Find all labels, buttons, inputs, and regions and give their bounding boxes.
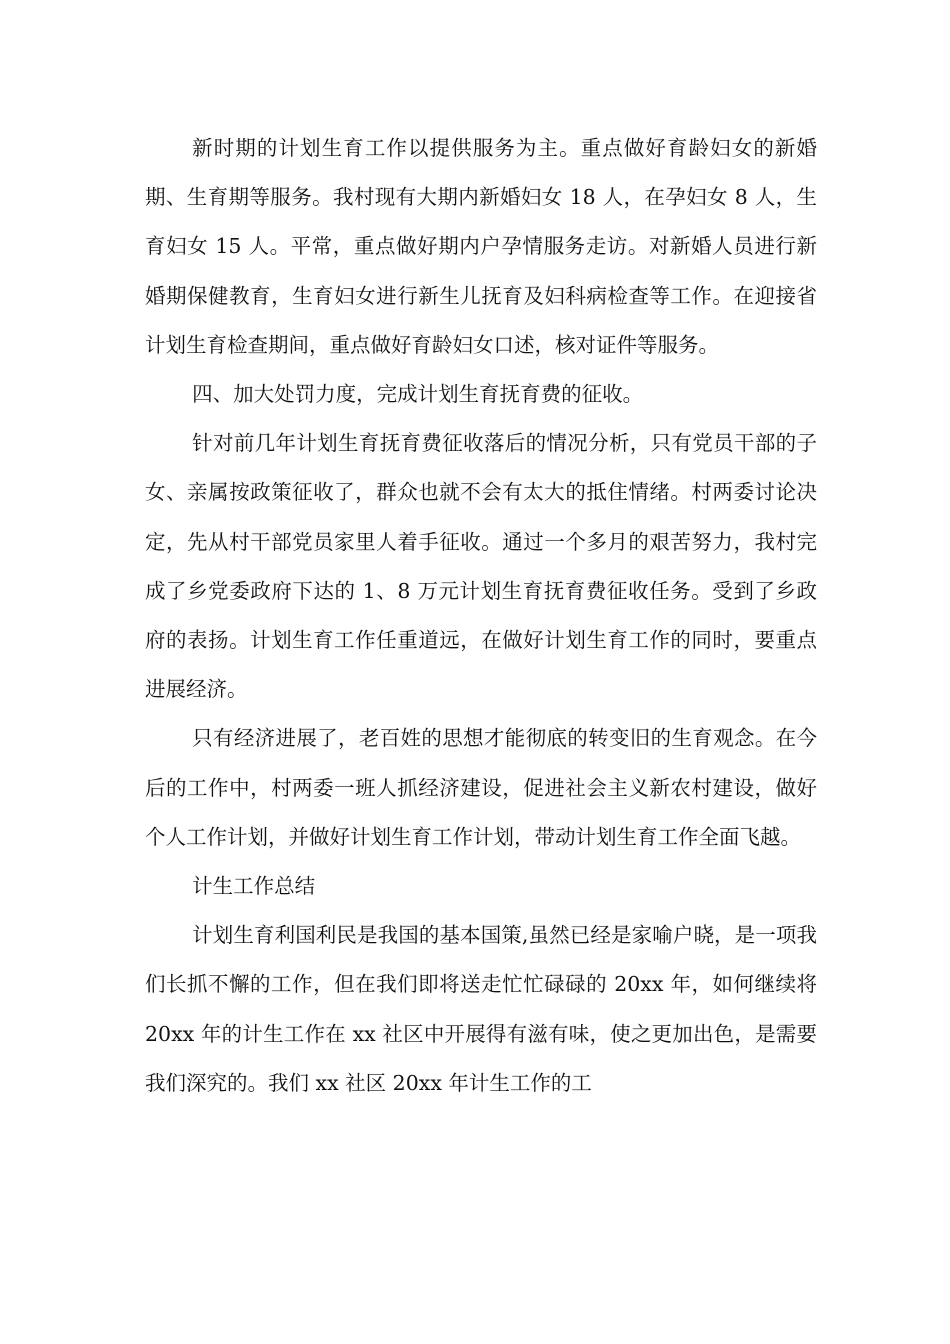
document-body [145,124,817,1108]
paragraph-service: 新时期的计划生育工作以提供服务为主。重点做好育龄妇女的新婚期、生育期等服务。我村现有大期内新婚妇女 18 人，在孕妇女 8 人，生育妇女 15 人。平常，重点做好期内户孕情服务走访。对新婚人员进行新婚期保健教育，生育妇女进行新生儿抚育及妇科病检查等工作。在迎接省计划生育检查期间，重点做好育龄妇女口述，核对证件等服务。 [145,136,817,357]
paragraph-economy: 只有经济进展了，老百姓的思想才能彻底的转变旧的生育观念。在今后的工作中，村两委一班人抓经济建设，促进社会主义新农村建设，做好个人工作计划，并做好计划生育工作计划，带动计划生育工作全面飞越。 [145,726,817,849]
section-heading-penalty: 四、加大处罚力度，完成计划生育抚育费的征收。 [192,382,644,407]
section-title-summary: 计生工作总结 [192,874,316,899]
paragraph-fee-collection: 针对前几年计划生育抚育费征收落后的情况分析，只有党员干部的子女、亲属按政策征收了，群众也就不会有太大的抵住情绪。村两委讨论决定，先从村干部党员家里人着手征收。通过一个多月的艰苦努力，我村完成了乡党委政府下达的 1、8 万元计划生育抚育费征收任务。受到了乡政府的表扬。计划生育工作任重道远，在做好计划生育工作的同时，要重点进展经济。 [145,431,817,702]
paragraph-national-policy: 计划生育利国利民是我国的基本国策,虽然已经是家喻户晓，是一项我们长抓不懈的工作，但在我们即将送走忙忙碌碌的 20xx 年，如何继续将 20xx 年的计生工作在 xx 社区中开展得有滋有味，使之更加出色，是需要我们深究的。我们 xx 社区 20xx 年计生工作的工 [145,923,817,1095]
